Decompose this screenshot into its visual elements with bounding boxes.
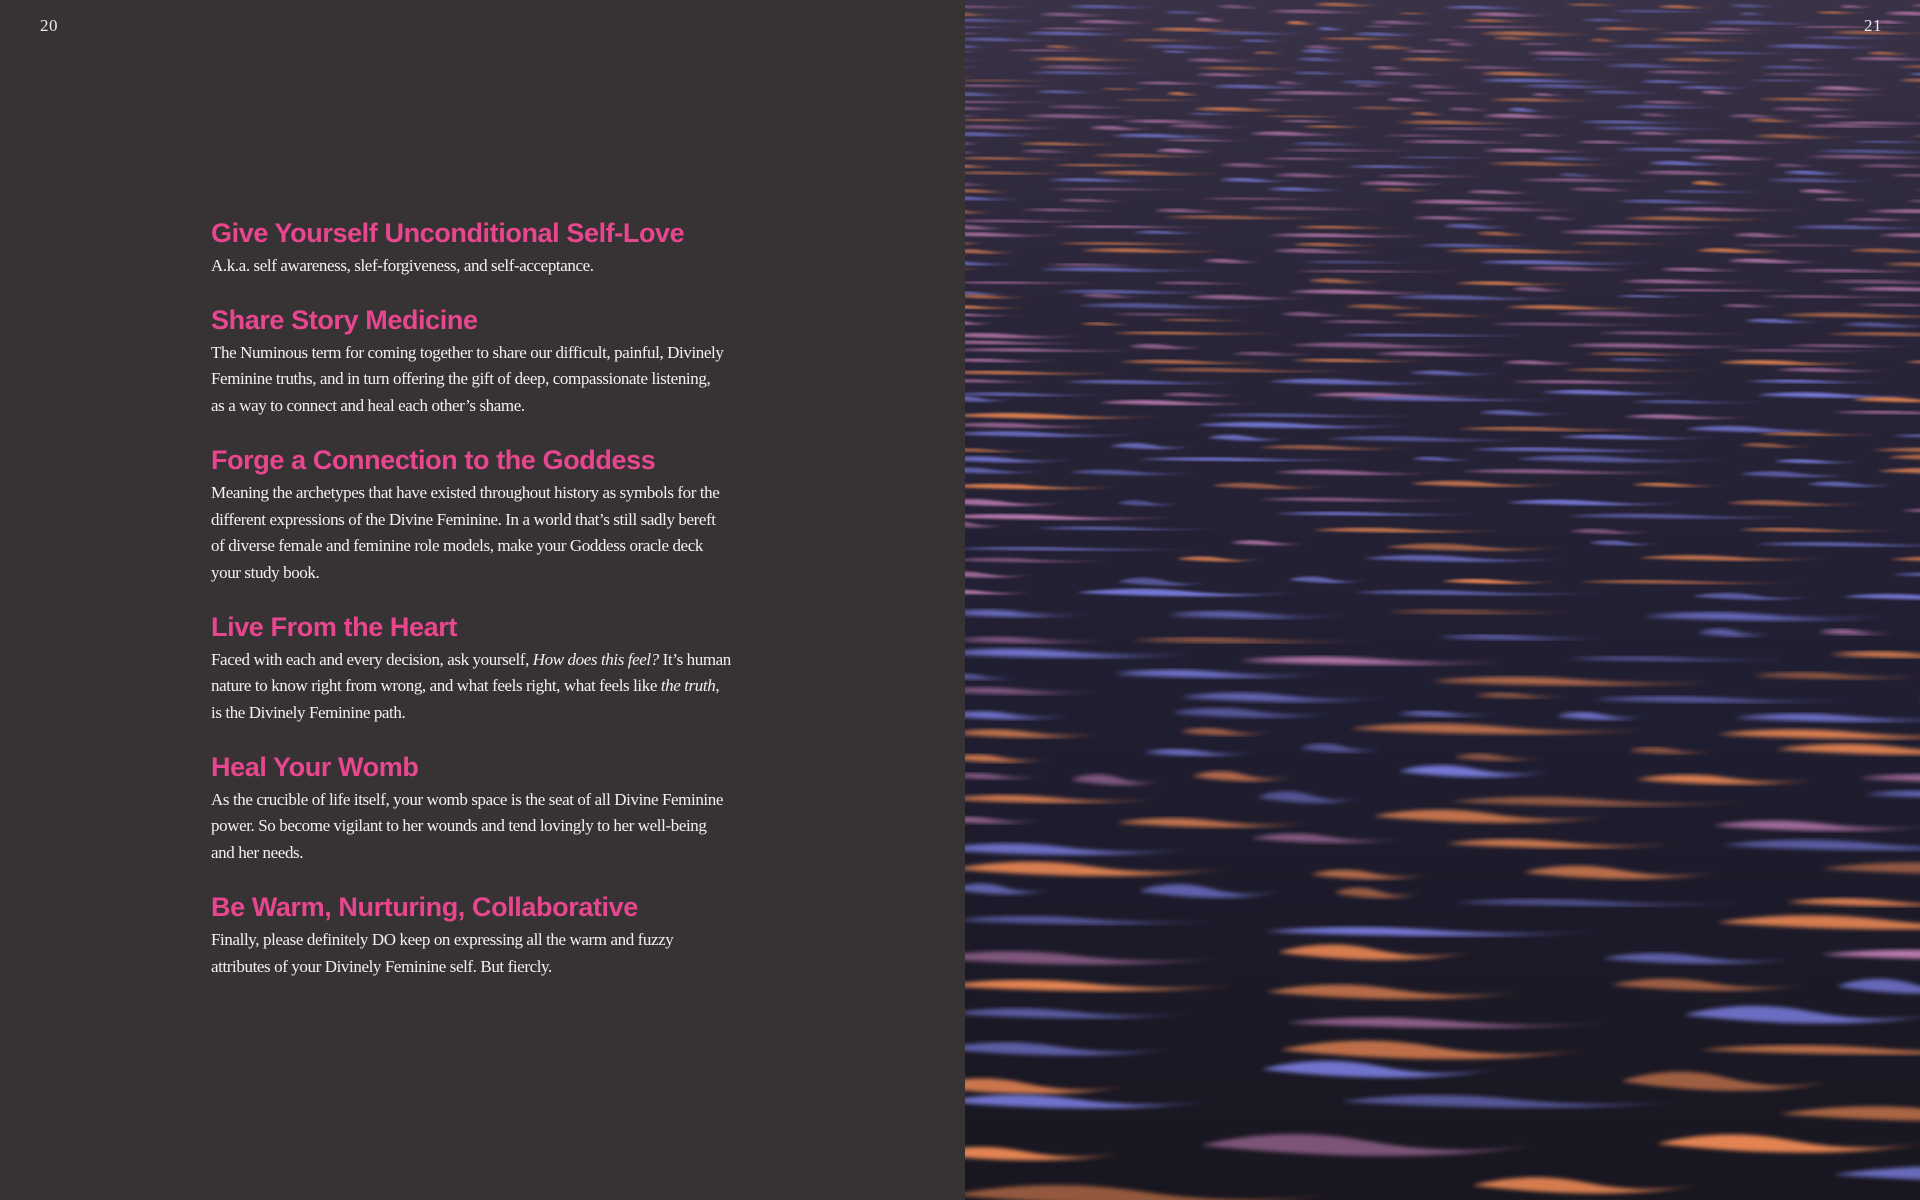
section-heading: Be Warm, Nurturing, Collaborative [211,891,638,922]
body-line: The Numinous term for coming together to share our difficult, painful, Divinely [211,342,724,362]
body-italic: the truth [660,676,716,696]
body-text: is the Divinely Feminine path. [211,703,406,723]
section-heading: Forge a Connection to the Goddess [211,444,656,475]
body-line: power. So become vigilant to her wounds and tend lovingly to her well-being [211,816,707,836]
section-heading: Give Yourself Unconditional Self-Love [211,218,685,248]
body-line: attributes of your Divinely Feminine self. But fiercly. [211,956,552,976]
body-line: Finally, please definitely DO keep on expressing all the warm and fuzzy [211,929,674,949]
page-number-left: 20 [40,16,58,35]
body-text: nature to know right from wrong, and what feels right, what feels like [211,676,661,696]
section-heading: Share Story Medicine [211,304,478,335]
body-text: Faced with each and every decision, ask yourself, [211,649,533,669]
body-text: It’s human [658,649,731,669]
body-line: and her needs. [211,843,304,863]
section-womb [211,747,771,867]
section-warm [211,887,771,980]
body-line: different expressions of the Divine Feminine. In a world that’s still sadly bereft [211,509,716,529]
article-content [211,213,771,1000]
body-line: A.k.a. self awareness, slef-forgiveness, and self-acceptance. [211,256,594,275]
body-line: As the crucible of life itself, your womb space is the seat of all Divine Feminine [211,789,723,809]
section-body [211,787,766,867]
section-body [211,340,766,420]
section-body [211,647,766,727]
body-line: your study book. [211,562,320,582]
body-text: , [715,676,720,696]
body-line: of diverse female and feminine role models, make your Goddess oracle deck [211,536,703,556]
section-body [211,927,766,980]
section-heading: Heal Your Womb [211,751,419,782]
section-heart [211,607,771,727]
section-body [211,253,766,280]
rippling-water-sunset-icon [965,0,1920,1200]
section-heading: Live From the Heart [211,611,457,642]
body-line: Meaning the archetypes that have existed throughout history as symbols for the [211,482,720,502]
body-line: Feminine truths, and in turn offering the gift of deep, compassionate listening, [211,369,711,389]
section-body [211,480,766,587]
body-line: as a way to connect and heal each other’s shame. [211,396,525,416]
section-goddess [211,440,771,587]
page-number-right: 21 [1864,16,1882,35]
section-story-medicine [211,300,771,420]
section-self-love [211,213,771,280]
right-page [965,0,1920,1200]
body-italic: How does this feel? [532,649,659,669]
